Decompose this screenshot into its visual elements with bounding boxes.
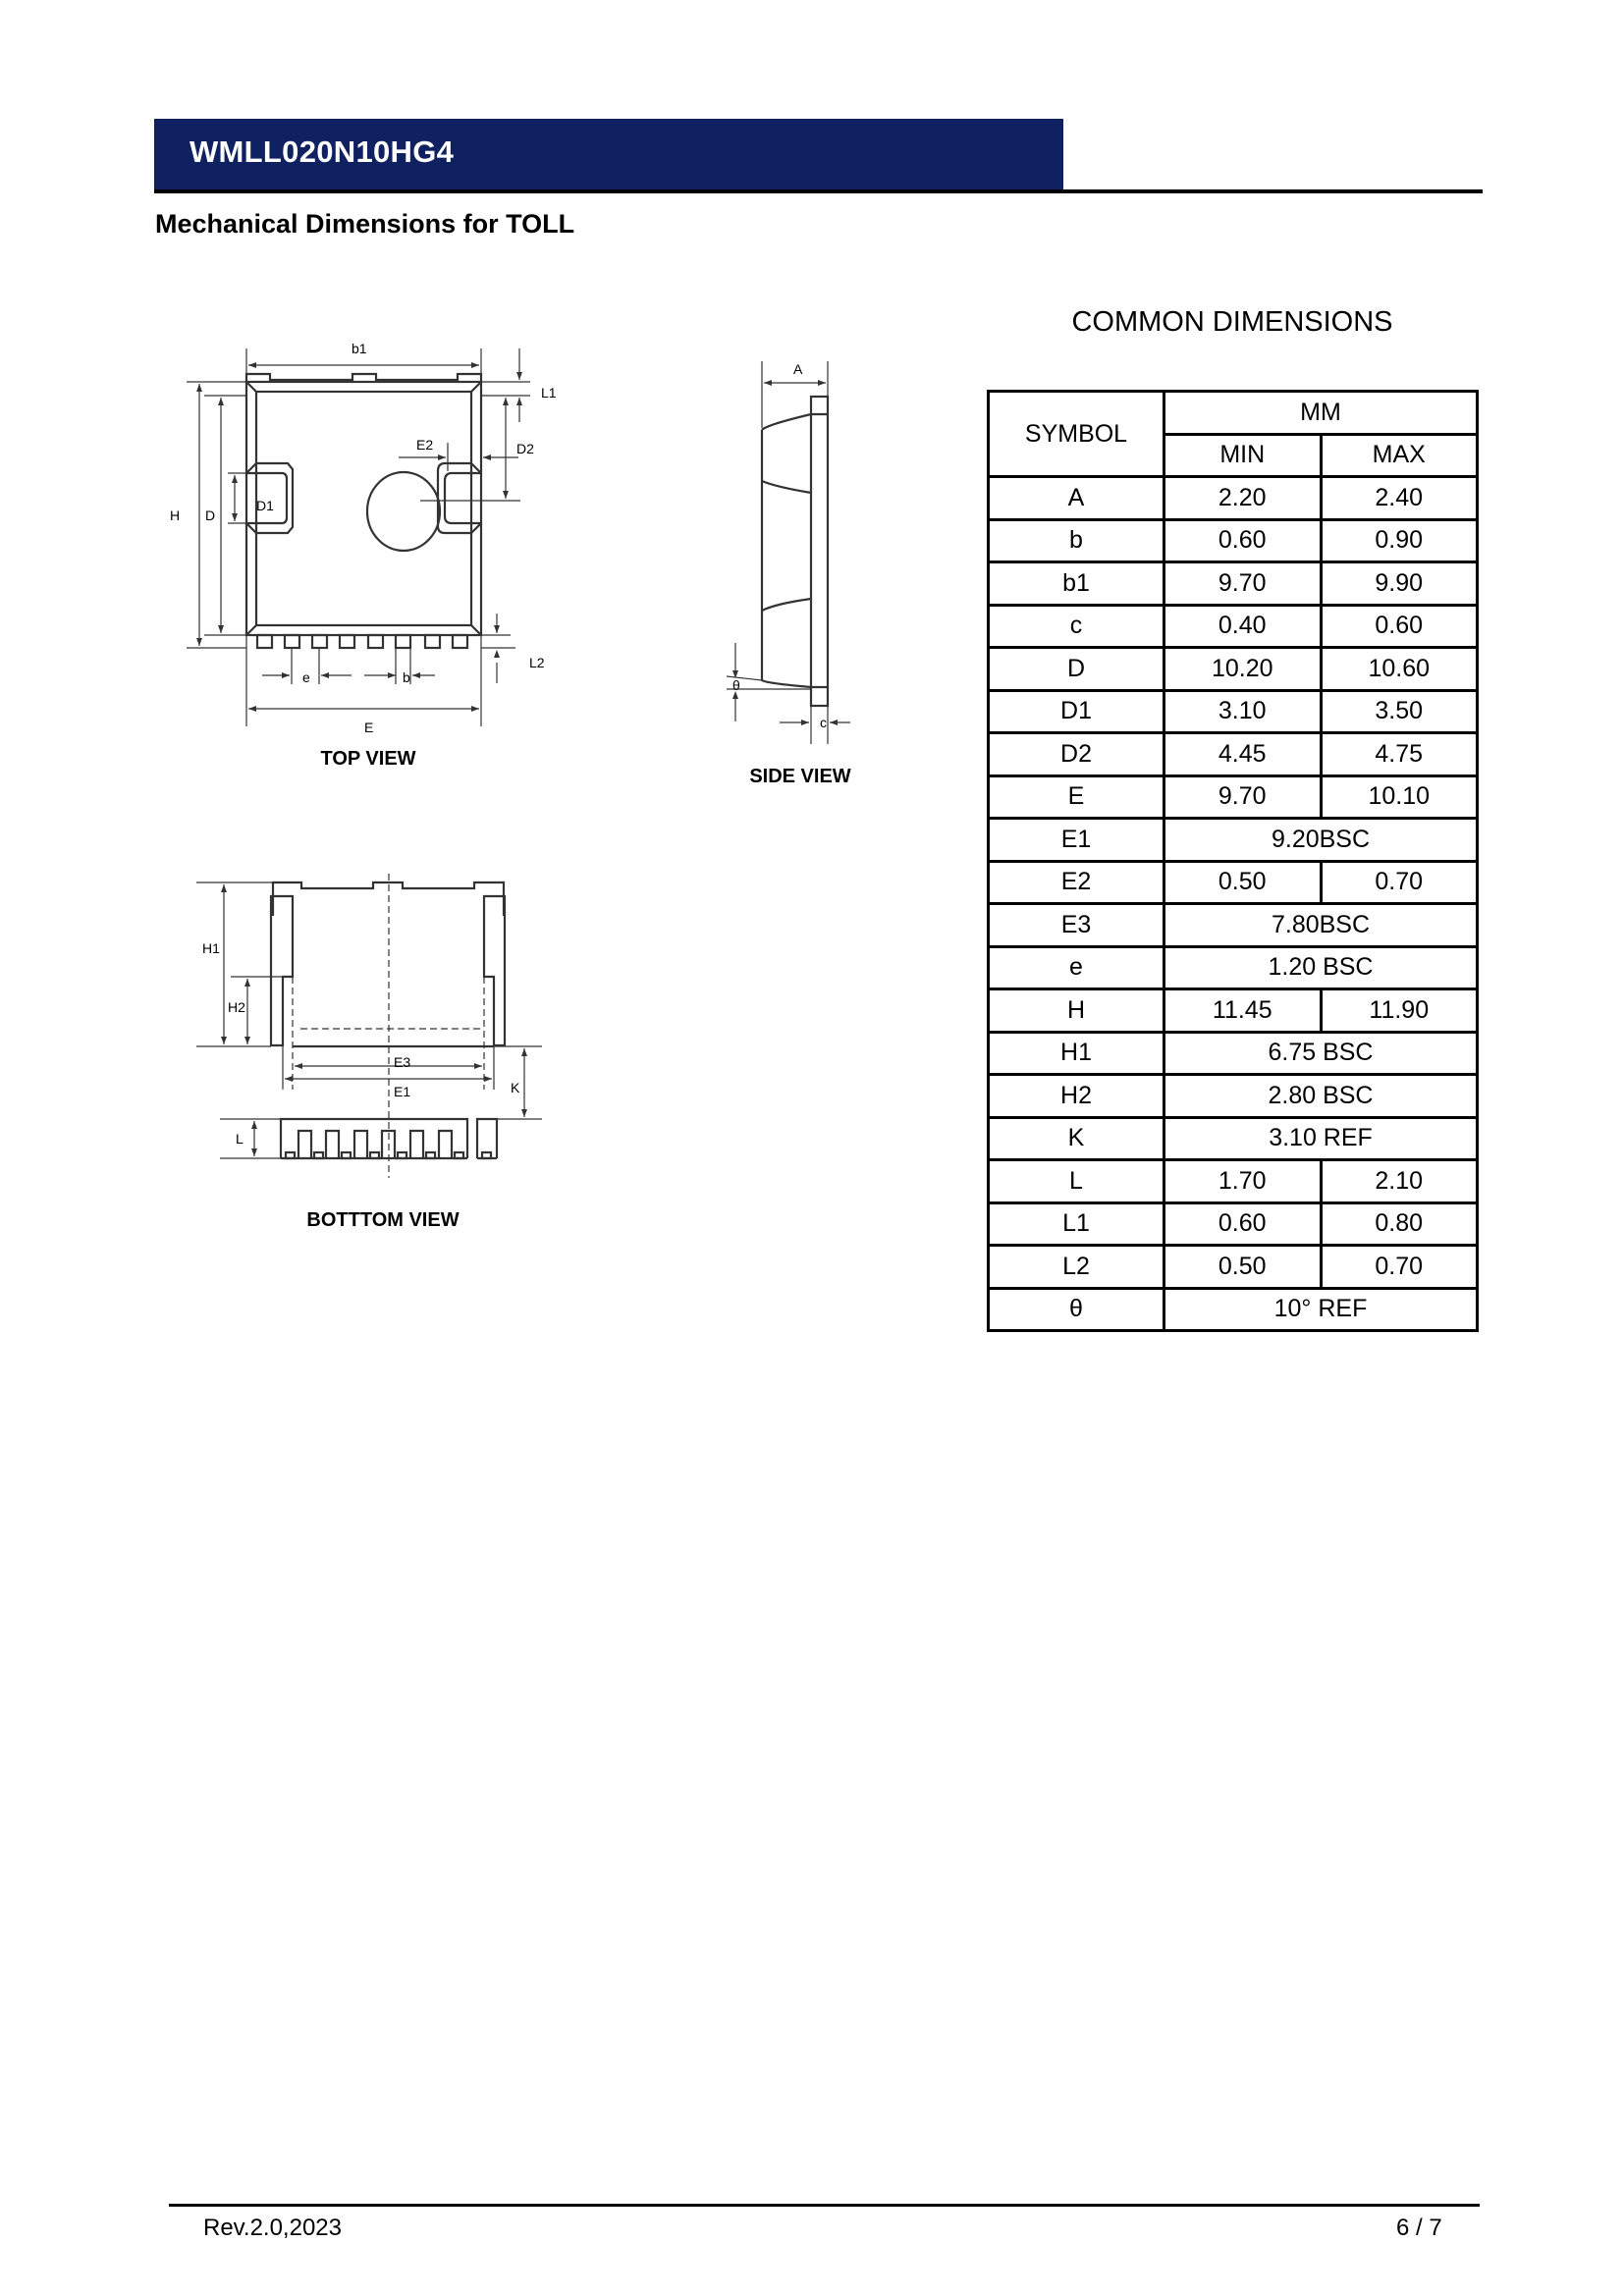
value-cell: 10° REF: [1164, 1288, 1478, 1331]
revision-label: Rev.2.0,2023: [203, 2215, 342, 2241]
dim-label-a: A: [793, 361, 803, 377]
symbol-cell: c: [989, 605, 1164, 648]
table-row: [989, 904, 1478, 947]
min-cell: 1.70: [1164, 1160, 1322, 1203]
symbol-cell: e: [989, 946, 1164, 989]
dim-label-l1: L1: [541, 385, 557, 400]
symbol-cell: b: [989, 519, 1164, 562]
table-row: [989, 1075, 1478, 1118]
max-cell: 10.10: [1321, 775, 1478, 819]
table-row: [989, 946, 1478, 989]
max-cell: 4.75: [1321, 733, 1478, 776]
table-row: [989, 775, 1478, 819]
footer-divider: [169, 2204, 1480, 2207]
min-cell: 10.20: [1164, 648, 1322, 691]
header-symbol: SYMBOL: [989, 392, 1164, 477]
table-row: [989, 1202, 1478, 1246]
table-row: [989, 1032, 1478, 1075]
table-row: [989, 477, 1478, 520]
min-cell: 2.20: [1164, 477, 1322, 520]
symbol-cell: θ: [989, 1288, 1164, 1331]
dim-label-l: L: [236, 1131, 244, 1147]
value-cell: 2.80 BSC: [1164, 1075, 1478, 1118]
symbol-cell: D1: [989, 690, 1164, 733]
symbol-cell: E3: [989, 904, 1164, 947]
table-row: [989, 690, 1478, 733]
max-cell: 0.70: [1321, 861, 1478, 904]
header-max: MAX: [1321, 434, 1478, 477]
dim-label-h: H: [170, 507, 181, 523]
max-cell: 0.80: [1321, 1202, 1478, 1246]
dim-label-d2: D2: [516, 441, 534, 456]
max-cell: 0.90: [1321, 519, 1478, 562]
part-number-title: WMLL020N10HG4: [189, 134, 455, 169]
dim-label-c: c: [820, 715, 827, 730]
symbol-cell: L1: [989, 1202, 1164, 1246]
dim-label-e: e: [302, 669, 310, 685]
value-cell: 6.75 BSC: [1164, 1032, 1478, 1075]
min-cell: 3.10: [1164, 690, 1322, 733]
table-row: [989, 605, 1478, 648]
max-cell: 2.40: [1321, 477, 1478, 520]
dim-label-d1: D1: [256, 498, 274, 513]
min-cell: 0.50: [1164, 1246, 1322, 1289]
dim-label-e-width: E: [364, 720, 374, 735]
section-title: Mechanical Dimensions for TOLL: [155, 209, 575, 239]
dim-label-theta: θ: [732, 677, 740, 693]
max-cell: 0.70: [1321, 1246, 1478, 1289]
dim-label-d: D: [205, 507, 216, 523]
bottom-view-label: BOTTTOM VIEW: [306, 1209, 460, 1231]
symbol-cell: E1: [989, 819, 1164, 862]
dim-label-h1: H1: [202, 940, 220, 956]
table-row: [989, 562, 1478, 606]
max-cell: 11.90: [1321, 989, 1478, 1033]
side-view-drawing: [727, 344, 884, 756]
table-row: [989, 989, 1478, 1033]
symbol-cell: L: [989, 1160, 1164, 1203]
value-cell: 9.20BSC: [1164, 819, 1478, 862]
min-cell: 0.60: [1164, 519, 1322, 562]
dimensions-table: [987, 390, 1479, 1332]
table-row: [989, 861, 1478, 904]
min-cell: 0.40: [1164, 605, 1322, 648]
table-row: [989, 733, 1478, 776]
symbol-cell: D: [989, 648, 1164, 691]
dim-label-h2: H2: [228, 999, 245, 1015]
symbol-cell: b1: [989, 562, 1164, 606]
symbol-cell: A: [989, 477, 1164, 520]
table-row: [989, 648, 1478, 691]
value-cell: 1.20 BSC: [1164, 946, 1478, 989]
max-cell: 0.60: [1321, 605, 1478, 648]
min-cell: 4.45: [1164, 733, 1322, 776]
dim-label-b: b: [403, 669, 410, 685]
value-cell: 7.80BSC: [1164, 904, 1478, 947]
dim-label-e2: E2: [416, 437, 434, 453]
header-unit: MM: [1164, 392, 1478, 435]
dim-label-e1: E1: [394, 1084, 411, 1099]
dim-label-k: K: [511, 1080, 520, 1095]
top-view-label: TOP VIEW: [320, 748, 416, 770]
symbol-cell: H1: [989, 1032, 1164, 1075]
value-cell: 3.10 REF: [1164, 1117, 1478, 1160]
min-cell: 9.70: [1164, 562, 1322, 606]
table-row: [989, 1160, 1478, 1203]
symbol-cell: E2: [989, 861, 1164, 904]
header-bar: [154, 119, 1063, 189]
symbol-cell: E: [989, 775, 1164, 819]
top-view-drawing: [157, 324, 569, 736]
symbol-cell: H: [989, 989, 1164, 1033]
symbol-cell: K: [989, 1117, 1164, 1160]
table-row: [989, 1117, 1478, 1160]
symbol-cell: H2: [989, 1075, 1164, 1118]
table-row: [989, 819, 1478, 862]
side-view-label: SIDE VIEW: [749, 766, 851, 787]
header-min: MIN: [1164, 434, 1322, 477]
symbol-cell: D2: [989, 733, 1164, 776]
page-number: 6 / 7: [1396, 2215, 1442, 2241]
max-cell: 10.60: [1321, 648, 1478, 691]
table-row: [989, 519, 1478, 562]
max-cell: 9.90: [1321, 562, 1478, 606]
dim-label-l2: L2: [529, 655, 545, 670]
common-dimensions-title: COMMON DIMENSIONS: [1071, 306, 1393, 338]
min-cell: 0.50: [1164, 861, 1322, 904]
header-divider: [154, 189, 1483, 193]
dim-label-e3: E3: [394, 1054, 411, 1070]
min-cell: 9.70: [1164, 775, 1322, 819]
table-row: [989, 1288, 1478, 1331]
min-cell: 0.60: [1164, 1202, 1322, 1246]
dim-label-b1: b1: [352, 341, 367, 356]
symbol-cell: L2: [989, 1246, 1164, 1289]
max-cell: 3.50: [1321, 690, 1478, 733]
table-row: [989, 1246, 1478, 1289]
min-cell: 11.45: [1164, 989, 1322, 1033]
max-cell: 2.10: [1321, 1160, 1478, 1203]
